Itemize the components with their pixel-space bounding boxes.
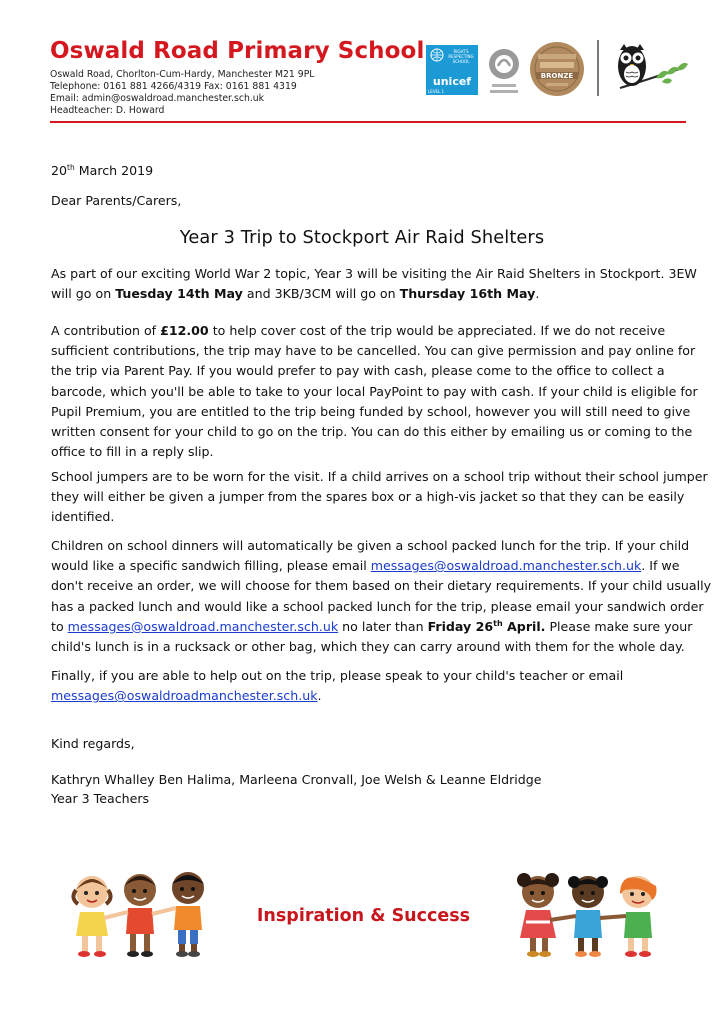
signatory-role: Year 3 Teachers: [51, 791, 150, 806]
school-games-bronze-logo: [528, 40, 586, 98]
email-link[interactable]: messages@oswaldroad.manchester.sch.uk: [67, 618, 339, 634]
date-3ew: Tuesday 14th May: [115, 286, 243, 302]
paragraph-line: [51, 321, 698, 341]
school-telephone: Telephone: 0161 881 4266/4319 Fax: 0161 881 4319: [50, 81, 297, 92]
date-suffix: th: [67, 162, 75, 172]
closing: Kind regards,: [51, 736, 135, 751]
paragraph-line: office to fill in a reply slip.: [51, 444, 214, 460]
signatories: Kathryn Whalley Ben Halima, Marleena Cronvall, Joe Welsh & Leanne Eldridge: [51, 772, 542, 787]
email-link[interactable]: messages@oswaldroad.manchester.sch.uk: [370, 558, 642, 574]
paragraph-line: the trip via Parent Pay. If you would prefer to pay with cash, please come to the office to collect a: [51, 363, 665, 379]
paragraph-line: Finally, if you are able to help out on the trip, please speak to your child's teacher or email: [51, 668, 624, 683]
paragraph-line: [51, 556, 711, 576]
paragraph-line: don't receive an order, we will choose for them based on their dietary requirements. If your child usually: [51, 578, 712, 594]
paragraph-line: Pupil Premium, you are entitled to the trip being funded by school, however you will still need to give: [51, 403, 691, 419]
paragraph-line: [51, 686, 623, 706]
text-span: to help cover cost of the trip would be appreciated. If we do not receive: [208, 323, 666, 338]
paragraph-payment: [51, 321, 698, 462]
order-deadline: Friday 26: [427, 618, 494, 634]
letter-date: [51, 161, 153, 181]
letter-title: Year 3 Trip to Stockport Air Raid Shelters: [179, 227, 545, 248]
text-span: no later than: [338, 618, 428, 634]
unicef-wordmark: unicef: [432, 75, 472, 88]
paragraph-jumpers: [51, 467, 708, 528]
paragraph-line: child's lunch is in a rucksack or other bag, which they can carry around with them for the whole day.: [51, 639, 685, 655]
email-link[interactable]: messages@oswaldroadmanchester.sch.uk: [51, 688, 318, 704]
deadline-month: April.: [502, 618, 546, 634]
international-award-logo: [486, 44, 522, 98]
paragraph-volunteers: [51, 666, 623, 706]
owl-logo: [596, 38, 692, 98]
deadline-suffix: th: [493, 618, 503, 628]
paragraph-line: [51, 284, 697, 304]
paragraph-line: sufficient contributions, the trip may have to be cancelled. You can give permission and pay online for: [51, 343, 696, 359]
rrs-level: LEVEL 1: [428, 89, 445, 94]
paragraph-line: Children on school dinners will automatically be given a school packed lunch for the trip. If your child: [51, 538, 690, 553]
headteacher: Headteacher: D. Howard: [50, 105, 165, 116]
text-span: . If we: [641, 558, 680, 574]
text-span: .: [317, 688, 322, 704]
text-span: would like a specific sandwich filling, please email: [51, 558, 371, 574]
children-illustration-right: [510, 862, 666, 962]
paragraph-line: School jumpers are to be worn for the visit. If a child arrives on a school trip without their school jumper: [51, 469, 708, 484]
date-month-year: March 2019: [74, 163, 154, 178]
rrs-label: RIGHTS RESPECTING SCHOOL: [448, 49, 474, 64]
rights-respecting-school-logo: [426, 45, 478, 95]
paragraph-trip-dates: [51, 264, 697, 304]
paragraph-line: [51, 617, 711, 637]
text-span: A contribution of: [51, 323, 161, 338]
text-span: to: [51, 618, 68, 634]
school-motto: Inspiration & Success: [256, 906, 471, 926]
paragraph-line: written consent for your child to go on the trip. You can do this either by emailing us or coming to the: [51, 424, 693, 440]
bronze-label: BRONZE: [540, 72, 574, 80]
globe-icon: [430, 48, 444, 62]
letterhead: [50, 38, 690, 122]
text-span: Please make sure your: [545, 618, 693, 634]
text-span: .: [535, 286, 540, 302]
paragraph-lunch: [51, 536, 711, 657]
contribution-amount: £12.00: [160, 323, 209, 338]
school-email: Email: admin@oswaldroad.manchester.sch.uk: [50, 93, 265, 104]
text-span: will go on: [51, 286, 116, 302]
paragraph-line: As part of our exciting World War 2 topic, Year 3 will be visiting the Air Raid Shelters in Stockport. 3EW: [51, 266, 697, 281]
text-span: and 3KB/3CM will go on: [242, 286, 400, 302]
letterhead-divider: [50, 121, 686, 123]
paragraph-line: has a packed lunch and would like a school packed lunch for the trip, please email your sandwich order: [51, 598, 704, 614]
school-address: Oswald Road, Chorlton-Cum-Hardy, Manchester M21 9PL: [50, 69, 315, 80]
date-3kb-3cm: Thursday 16th May: [399, 286, 536, 302]
paragraph-line: barcode, which you'll be able to take to your local PayPoint to pay with cash. If your child is eligible for: [51, 383, 698, 399]
date-day: 20: [51, 163, 68, 178]
school-name: Oswald Road Primary School: [50, 38, 425, 64]
greeting: Dear Parents/Carers,: [51, 193, 182, 208]
paragraph-line: identified.: [51, 509, 115, 525]
paragraph-line: they will either be given a jumper from the spares box or a high-vis jacket so that they can be easily: [51, 489, 685, 505]
